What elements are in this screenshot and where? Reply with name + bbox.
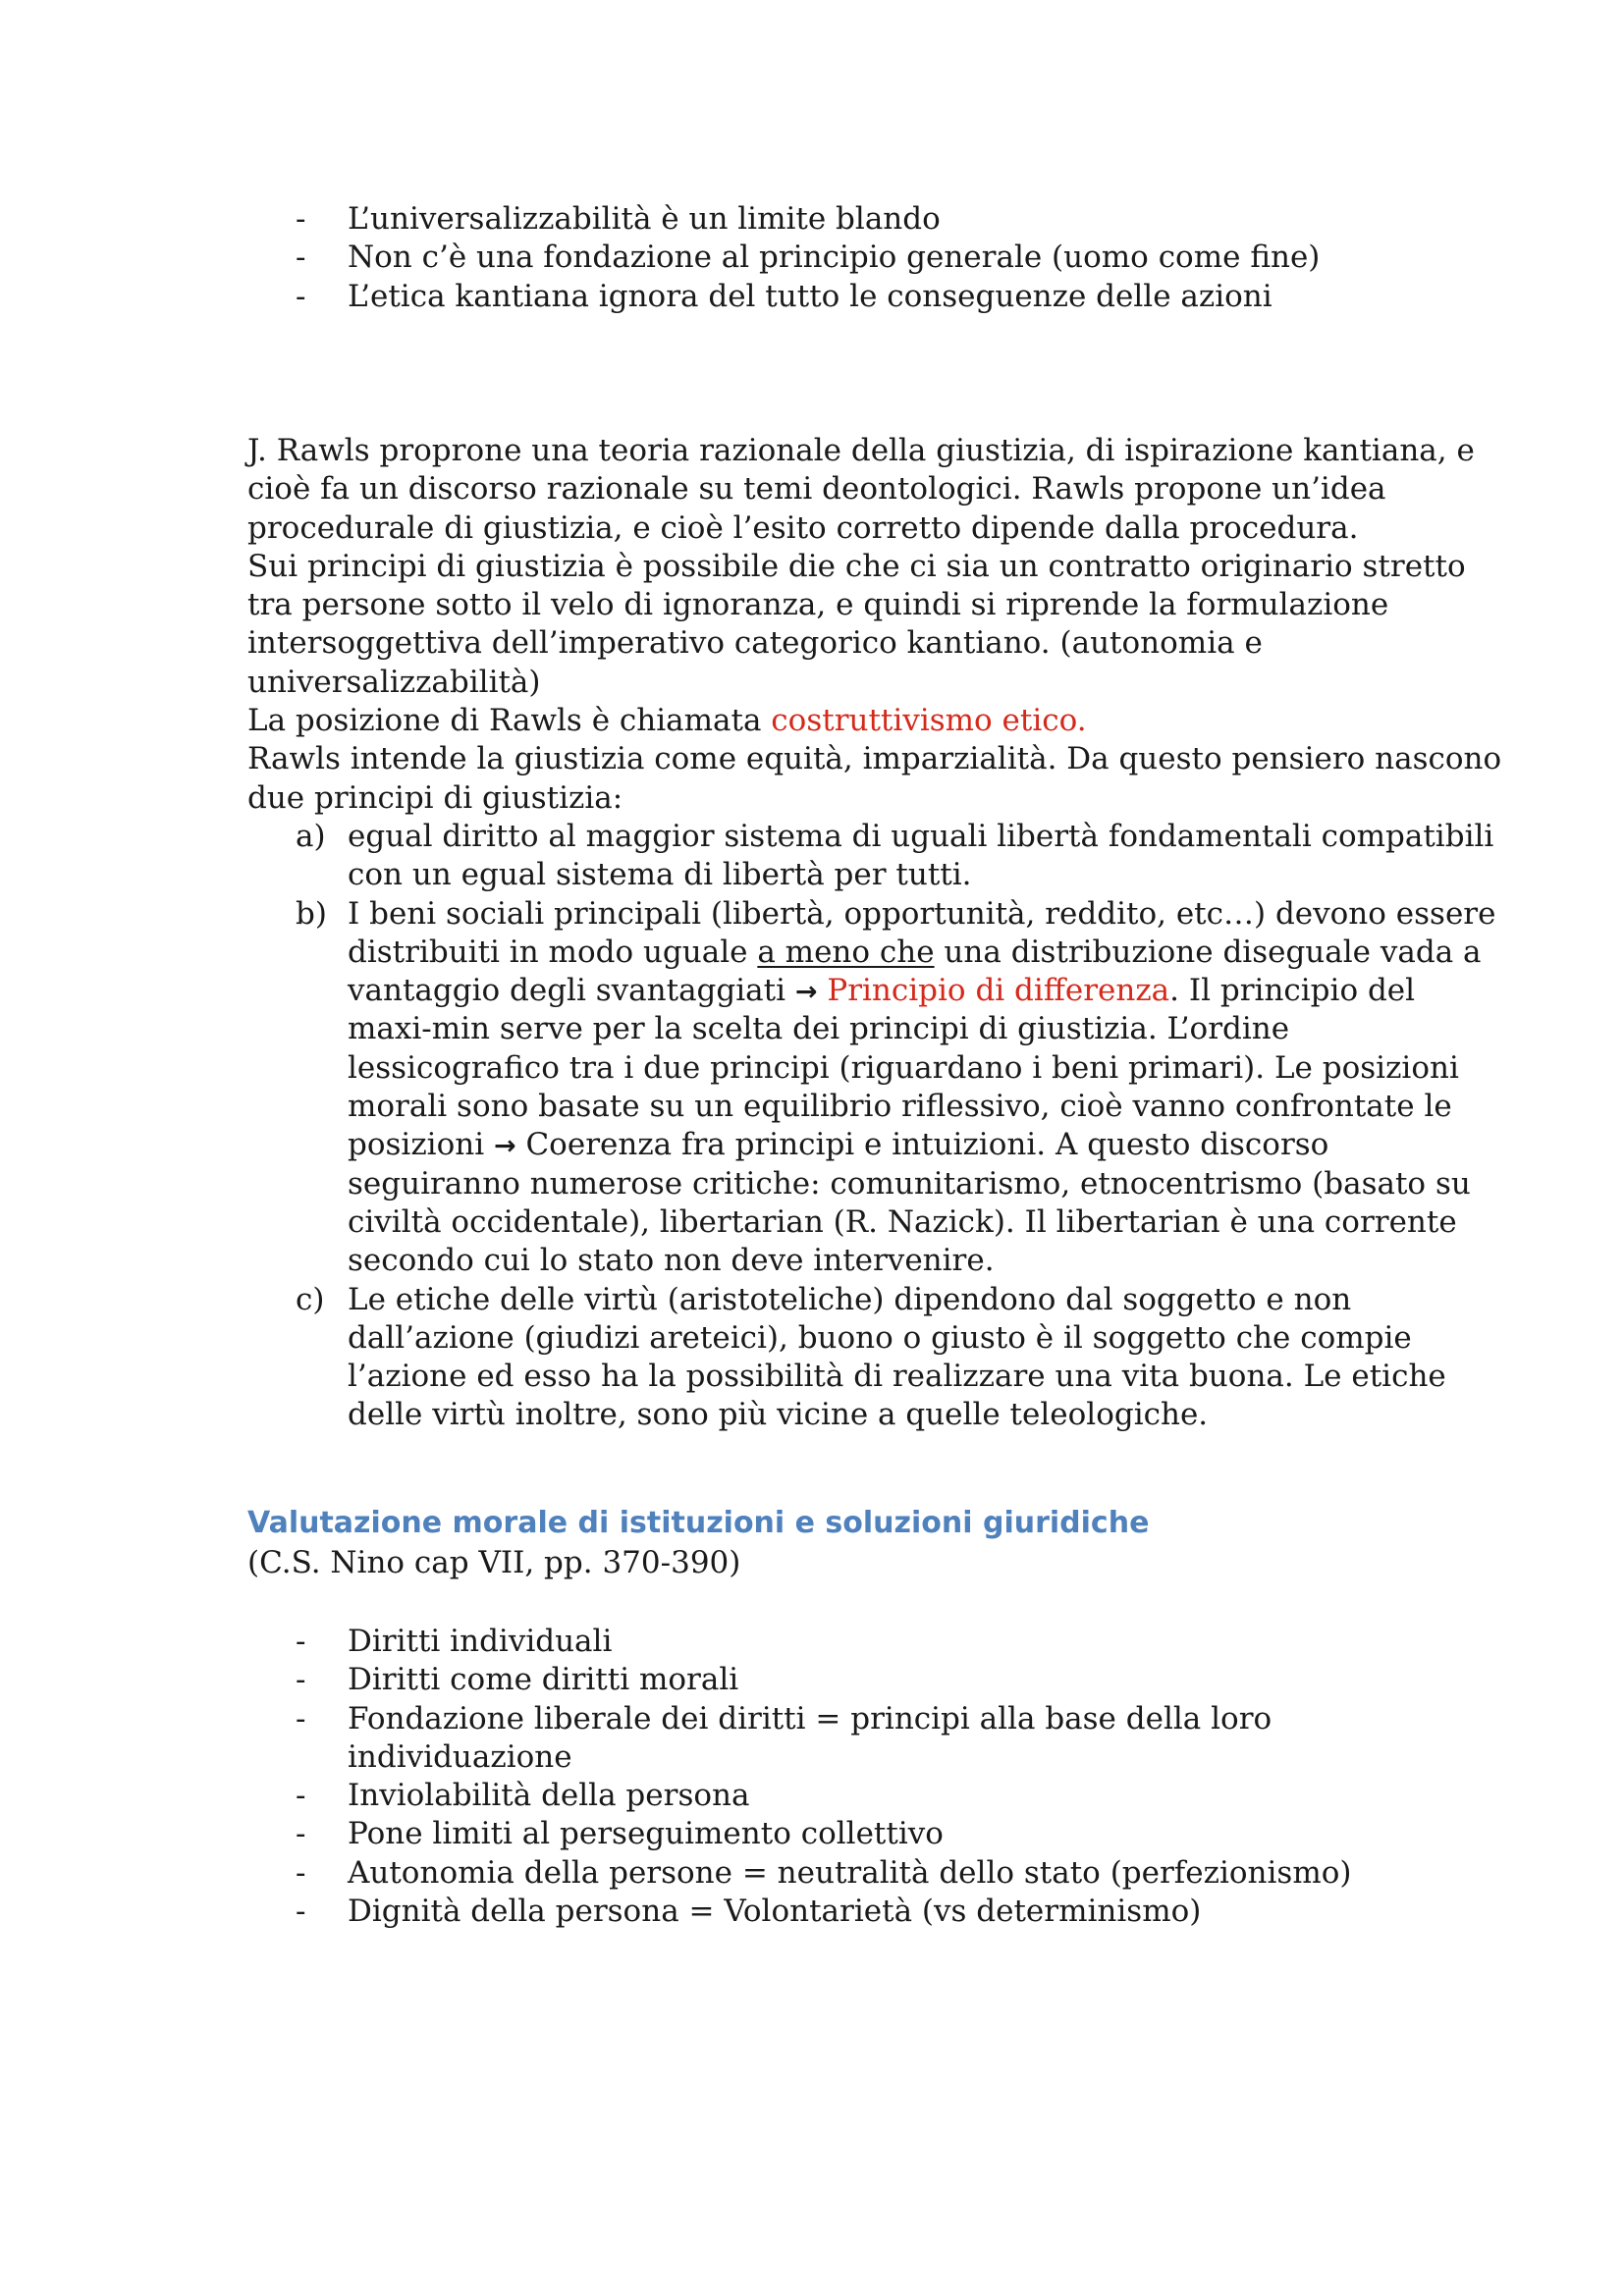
list-dash: -: [296, 1700, 306, 1736]
arrow-right-icon: →: [794, 977, 818, 1008]
list-item: - L’etica kantiana ignora del tutto le conseguenze delle azioni: [247, 278, 1406, 316]
list-item: - Autonomia della persone = neutralità dello stato (perfezionismo): [247, 1854, 1406, 1893]
list-dash: -: [296, 278, 306, 314]
highlighted-term: Principio di differenza: [817, 973, 1170, 1009]
section-block: [247, 1504, 1406, 1582]
rawls-position-line: La posizione di Rawls è chiamata costruttivismo etico.: [247, 703, 1087, 739]
list-item: - L’universalizzabilità è un limite blando: [247, 200, 1406, 239]
principle-c: c) Le etiche delle virtù (aristoteliche) dipendono dal soggetto e non dall’azione (giudizi areteici), buono o giusto è il soggetto che compie l’azione ed esso ha la possibilità di realizzare una vita buona. Le etiche delle virtù inoltre, sono più vicine a quelle teleologiche.: [296, 1281, 1446, 1433]
list-letter: c): [296, 1281, 325, 1317]
principle-b: b) I beni sociali principali (libertà, opportunità, reddito, etc…) devono essere distribuiti in modo uguale a meno che una distribuzione diseguale vada a vantaggio degli svantaggiati → Principio di differenza. Il principio del maxi-min serve per la scelta dei principi di giustizia. L’ordine lessicografico tra i due principi (riguardano i beni primari). Le posizioni morali sono basate su un equilibrio riflessivo, cioè vanno confrontate le posizioni → Coerenza fra principi e intuizioni. A questo discorso seguiranno numerose critiche: comunitarismo, etnocentrismo (basato su civiltà occidentale), libertarian (R. Nazick). Il libertarian è una corrente secondo cui lo stato non deve intervenire.: [296, 895, 1496, 1279]
bottom-bullet-list: [247, 1623, 1406, 1931]
arrow-right-icon: →: [493, 1131, 516, 1162]
list-item: - Pone limiti al perseguimento collettivo: [247, 1815, 1406, 1853]
list-letter: a): [296, 818, 326, 854]
list-item-continuation: individuazione: [348, 1738, 572, 1775]
highlighted-term: costruttivismo etico: [771, 703, 1077, 739]
principle-a: a) egual diritto al maggior sistema di uguali libertà fondamentali compatibili con un egual sistema di libertà per tutti.: [296, 818, 1494, 893]
rawls-paragraph: J. Rawls proprone una teoria razionale della giustizia, di ispirazione kantiana, e cioè fa un discorso razionale su temi deontologici. Rawls propone un’idea procedurale di giustizia, e cioè l’esito corretto dipende dalla procedura. Sui principi di giustizia è possibile die che ci sia un contratto originario stretto tra persone sotto il velo di ignoranza, e quindi si riprende la formulazione intersoggettiva dell’imperativo categorico kantiano. (autonomia e universalizzabilità): [247, 433, 1475, 700]
list-dash: -: [296, 201, 306, 237]
list-item: - Diritti individuali: [247, 1623, 1406, 1661]
list-item: - Non c’è una fondazione al principio generale (uomo come fine): [247, 239, 1406, 277]
underlined-text: a meno che: [757, 934, 935, 970]
list-dash: -: [296, 1624, 306, 1659]
section-reference: (C.S. Nino cap VII, pp. 370-390): [247, 1545, 741, 1580]
top-bullet-list: [247, 200, 1406, 316]
list-item: - Dignità della persona = Volontarietà (vs determinismo): [247, 1893, 1406, 1931]
list-item: - Fondazione liberale dei diritti = principi alla base della loro: [247, 1700, 1406, 1738]
list-item: - Diritti come diritti morali: [247, 1661, 1406, 1699]
list-letter: b): [296, 895, 327, 932]
rawls-section: J. Rawls proprone una teoria razionale della giustizia, di ispirazione kantiana, e cioè fa un discorso razionale su temi deontologici. Rawls propone un’idea procedurale di giustizia, e cioè l’esito corretto dipende dalla procedura. Sui principi di giustizia è possibile die che ci sia un contratto originario stretto tra persone sotto il velo di ignoranza, e quindi si riprende la formulazione intersoggettiva dell’imperativo categorico kantiano. (autonomia e universalizzabilità) La posizione di Rawls è chiamata costruttivismo etico. Rawls intende la giustizia come equità, imparzialità. Da questo pensiero nascono due principi di giustizia: a) egual diritto al maggior sistema di uguali libertà fondamentali compatibili con un egual sistema di libertà per tutti. b) I beni sociali principali (libertà, opportunità, reddito, etc…) devono essere distribuiti in modo uguale a meno che una distribuzione diseguale vada a vantaggio degli svantaggiati → Principio di differenza. Il principio del maxi-min serve per la scelta dei principi di giustizia. L’ordine lessicografico tra i due principi (riguardano i beni primari). Le posizioni morali sono basate su un equilibrio riflessivo, cioè vanno confrontate le posizioni → Coerenza fra principi e intuizioni. A questo discorso seguiranno numerose critiche: comunitarismo, etnocentrismo (basato su civiltà occidentale), libertarian (R. Nazick). Il libertarian è una corrente secondo cui lo stato non deve intervenire. c) Le etiche delle virtù (aristoteliche) dipendono dal soggetto e non dall’azione (giudizi areteici), buono o giusto è il soggetto che compie l’azione ed esso ha la possibilità di realizzare una vita buona. Le etiche delle virtù inoltre, sono più vicine a quelle teleologiche.: [247, 432, 1406, 1435]
list-dash: -: [296, 240, 306, 276]
list-dash: -: [296, 1816, 306, 1852]
list-item: - Inviolabilità della persona: [247, 1777, 1406, 1815]
list-dash: -: [296, 1778, 306, 1814]
section-heading: Valutazione morale di istituzioni e soluzioni giuridiche: [247, 1506, 1150, 1540]
list-dash: -: [296, 1894, 306, 1930]
list-dash: -: [296, 1854, 306, 1891]
list-dash: -: [296, 1662, 306, 1698]
